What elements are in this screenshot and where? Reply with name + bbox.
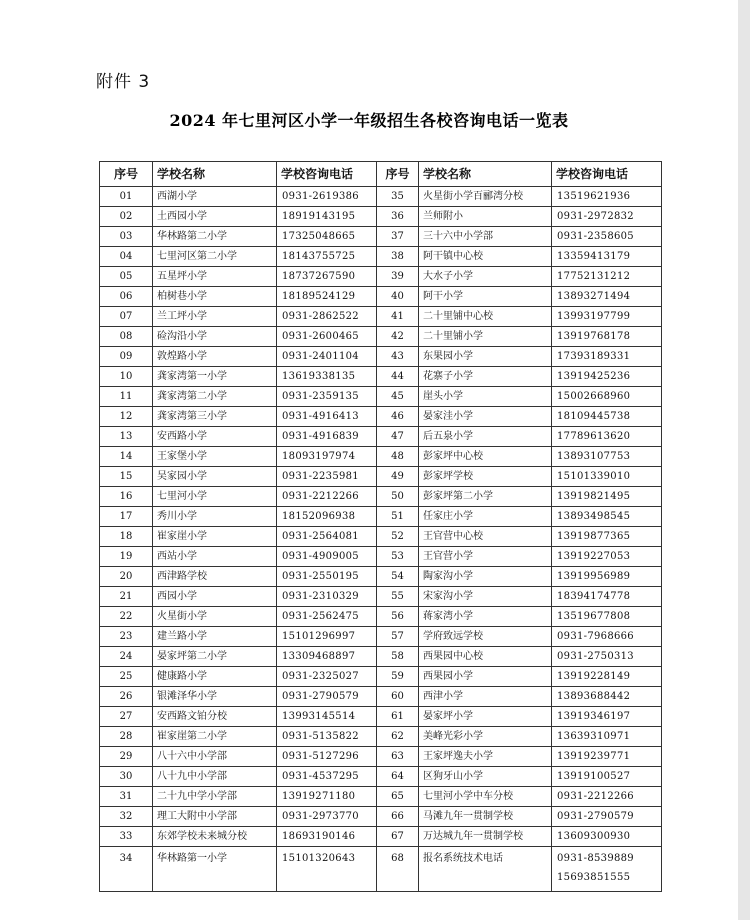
school-phone-line: 15693851555 <box>557 872 631 883</box>
school-name: 任家庄小学 <box>419 507 552 527</box>
school-name: 土西园小学 <box>153 207 277 227</box>
school-name: 西果园中心校 <box>419 647 552 667</box>
school-phone: 0931-2550195 <box>277 567 377 587</box>
row-number: 66 <box>377 807 419 827</box>
table-row <box>100 687 662 707</box>
header-no: 序号 <box>377 162 419 187</box>
school-phone: 0931-2790579 <box>277 687 377 707</box>
table-row <box>100 747 662 767</box>
school-phone-line: 0931-8539889 <box>557 853 634 864</box>
school-name: 华林路第一小学 <box>153 847 277 892</box>
row-number: 37 <box>377 227 419 247</box>
row-number: 07 <box>100 307 153 327</box>
school-phone: 18919143195 <box>277 207 377 227</box>
school-phone: 13919100527 <box>552 767 662 787</box>
table-row <box>100 567 662 587</box>
row-number: 62 <box>377 727 419 747</box>
row-number: 43 <box>377 347 419 367</box>
table-row <box>100 447 662 467</box>
school-name: 晏家洼小学 <box>419 407 552 427</box>
school-name: 东果园小学 <box>419 347 552 367</box>
row-number: 51 <box>377 507 419 527</box>
school-phone: 0931-5127296 <box>277 747 377 767</box>
school-phone: 18152096938 <box>277 507 377 527</box>
school-phone: 13519677808 <box>552 607 662 627</box>
school-phone: 15101296997 <box>277 627 377 647</box>
row-number: 36 <box>377 207 419 227</box>
row-number: 68 <box>377 847 419 892</box>
school-phone: 18693190146 <box>277 827 377 847</box>
row-number: 38 <box>377 247 419 267</box>
school-phone: 0931-7968666 <box>552 627 662 647</box>
row-number: 03 <box>100 227 153 247</box>
school-name: 宋家沟小学 <box>419 587 552 607</box>
school-name: 西果园小学 <box>419 667 552 687</box>
school-phone: 13919239771 <box>552 747 662 767</box>
row-number: 60 <box>377 687 419 707</box>
row-number: 26 <box>100 687 153 707</box>
viewer-edge <box>738 0 750 920</box>
school-name: 硷沟沿小学 <box>153 327 277 347</box>
school-name: 火星街小学百郦湾分校 <box>419 187 552 207</box>
school-name: 区狗牙山小学 <box>419 767 552 787</box>
row-number: 18 <box>100 527 153 547</box>
row-number: 63 <box>377 747 419 767</box>
row-number: 67 <box>377 827 419 847</box>
table-row <box>100 407 662 427</box>
school-phone: 0931-2562475 <box>277 607 377 627</box>
school-phone: 18737267590 <box>277 267 377 287</box>
school-phone <box>552 847 662 892</box>
school-name: 柏树巷小学 <box>153 287 277 307</box>
row-number: 50 <box>377 487 419 507</box>
school-phone: 13309468897 <box>277 647 377 667</box>
school-phone: 0931-2358605 <box>552 227 662 247</box>
school-phone: 0931-4916839 <box>277 427 377 447</box>
table-row <box>100 207 662 227</box>
school-phone: 0931-2972832 <box>552 207 662 227</box>
school-phone: 0931-4916413 <box>277 407 377 427</box>
row-number: 31 <box>100 787 153 807</box>
row-number: 21 <box>100 587 153 607</box>
row-number: 23 <box>100 627 153 647</box>
row-number: 13 <box>100 427 153 447</box>
school-name: 西站小学 <box>153 547 277 567</box>
school-name: 敦煌路小学 <box>153 347 277 367</box>
school-name: 报名系统技术电话 <box>419 847 552 892</box>
school-phone: 13993197799 <box>552 307 662 327</box>
table-row <box>100 187 662 207</box>
school-name: 晏家坪小学 <box>419 707 552 727</box>
table-row <box>100 327 662 347</box>
school-name: 崔家崖小学 <box>153 527 277 547</box>
school-phone: 0931-2212266 <box>277 487 377 507</box>
row-number: 29 <box>100 747 153 767</box>
school-phone: 13359413179 <box>552 247 662 267</box>
school-phone: 13919425236 <box>552 367 662 387</box>
school-name: 王官营中心校 <box>419 527 552 547</box>
school-name: 彭家坪第二小学 <box>419 487 552 507</box>
school-name: 健康路小学 <box>153 667 277 687</box>
row-number: 20 <box>100 567 153 587</box>
school-phone: 17789613620 <box>552 427 662 447</box>
school-phone: 18109445738 <box>552 407 662 427</box>
table-row <box>100 467 662 487</box>
school-phone: 0931-2790579 <box>552 807 662 827</box>
school-phone: 13919877365 <box>552 527 662 547</box>
table-row <box>100 647 662 667</box>
row-number: 39 <box>377 267 419 287</box>
row-number: 61 <box>377 707 419 727</box>
school-name: 学府致远学校 <box>419 627 552 647</box>
row-number: 58 <box>377 647 419 667</box>
table-row <box>100 667 662 687</box>
school-name: 七里河小学 <box>153 487 277 507</box>
row-number: 02 <box>100 207 153 227</box>
row-number: 53 <box>377 547 419 567</box>
header-phone: 学校咨询电话 <box>277 162 377 187</box>
school-phone: 13919271180 <box>277 787 377 807</box>
row-number: 11 <box>100 387 153 407</box>
row-number: 41 <box>377 307 419 327</box>
school-name: 三十六中小学部 <box>419 227 552 247</box>
row-number: 55 <box>377 587 419 607</box>
school-phone: 17393189331 <box>552 347 662 367</box>
school-name: 晏家坪第二小学 <box>153 647 277 667</box>
school-name: 彭家坪中心校 <box>419 447 552 467</box>
row-number: 65 <box>377 787 419 807</box>
school-phone: 0931-2862522 <box>277 307 377 327</box>
table-row <box>100 307 662 327</box>
school-phone: 17325048665 <box>277 227 377 247</box>
row-number: 01 <box>100 187 153 207</box>
school-phone: 0931-2619386 <box>277 187 377 207</box>
table-row <box>100 727 662 747</box>
row-number: 16 <box>100 487 153 507</box>
school-phone: 13893271494 <box>552 287 662 307</box>
school-name: 兰师附小 <box>419 207 552 227</box>
school-phone: 13919228149 <box>552 667 662 687</box>
school-name: 后五泉小学 <box>419 427 552 447</box>
table-row <box>100 787 662 807</box>
school-name: 火星街小学 <box>153 607 277 627</box>
table-row <box>100 507 662 527</box>
school-name: 陶家沟小学 <box>419 567 552 587</box>
row-number: 48 <box>377 447 419 467</box>
header-name: 学校名称 <box>419 162 552 187</box>
table-row <box>100 527 662 547</box>
row-number: 40 <box>377 287 419 307</box>
school-name: 大水子小学 <box>419 267 552 287</box>
school-phone: 13993145514 <box>277 707 377 727</box>
school-name: 秀川小学 <box>153 507 277 527</box>
row-number: 08 <box>100 327 153 347</box>
row-number: 56 <box>377 607 419 627</box>
school-name: 华林路第二小学 <box>153 227 277 247</box>
row-number: 35 <box>377 187 419 207</box>
school-phone: 18189524129 <box>277 287 377 307</box>
school-name: 七里河区第二小学 <box>153 247 277 267</box>
school-name: 兰工坪小学 <box>153 307 277 327</box>
school-name: 龚家湾第三小学 <box>153 407 277 427</box>
school-name: 二十里铺小学 <box>419 327 552 347</box>
school-phone: 13919768178 <box>552 327 662 347</box>
attachment-label: 附件 3 <box>96 72 151 92</box>
school-phone: 15002668960 <box>552 387 662 407</box>
row-number: 32 <box>100 807 153 827</box>
school-phone: 13893107753 <box>552 447 662 467</box>
school-name: 八十九中小学部 <box>153 767 277 787</box>
table-row <box>100 607 662 627</box>
school-phone: 18143755725 <box>277 247 377 267</box>
school-phone: 0931-2600465 <box>277 327 377 347</box>
school-phone: 13919956989 <box>552 567 662 587</box>
row-number: 30 <box>100 767 153 787</box>
header-no: 序号 <box>100 162 153 187</box>
school-name: 彭家坪学校 <box>419 467 552 487</box>
school-name: 理工大附中小学部 <box>153 807 277 827</box>
table-row <box>100 287 662 307</box>
row-number: 47 <box>377 427 419 447</box>
row-number: 27 <box>100 707 153 727</box>
school-phone: 13919346197 <box>552 707 662 727</box>
school-phone: 18093197974 <box>277 447 377 467</box>
header-name: 学校名称 <box>153 162 277 187</box>
row-number: 19 <box>100 547 153 567</box>
school-phone: 0931-4537295 <box>277 767 377 787</box>
school-name: 龚家湾第二小学 <box>153 387 277 407</box>
table-row <box>100 387 662 407</box>
school-phone: 13619338135 <box>277 367 377 387</box>
row-number: 49 <box>377 467 419 487</box>
school-phone: 15101339010 <box>552 467 662 487</box>
school-name: 王官营小学 <box>419 547 552 567</box>
school-name: 五星坪小学 <box>153 267 277 287</box>
school-name: 蒋家湾小学 <box>419 607 552 627</box>
table-row <box>100 827 662 847</box>
school-phone: 0931-5135822 <box>277 727 377 747</box>
school-phone: 0931-2973770 <box>277 807 377 827</box>
school-phone: 0931-2359135 <box>277 387 377 407</box>
table-row <box>100 707 662 727</box>
row-number: 09 <box>100 347 153 367</box>
school-name: 西园小学 <box>153 587 277 607</box>
school-name: 花寨子小学 <box>419 367 552 387</box>
row-number: 06 <box>100 287 153 307</box>
row-number: 15 <box>100 467 153 487</box>
school-name: 阿干小学 <box>419 287 552 307</box>
row-number: 44 <box>377 367 419 387</box>
document-title: 2024 年七里河区小学一年级招生各校咨询电话一览表 <box>169 111 569 130</box>
school-name: 安西路小学 <box>153 427 277 447</box>
school-phone: 0931-2401104 <box>277 347 377 367</box>
row-number: 14 <box>100 447 153 467</box>
row-number: 46 <box>377 407 419 427</box>
school-name: 西津路学校 <box>153 567 277 587</box>
school-phone: 17752131212 <box>552 267 662 287</box>
school-name: 美峰光彩小学 <box>419 727 552 747</box>
school-name: 二十里铺中心校 <box>419 307 552 327</box>
row-number: 28 <box>100 727 153 747</box>
school-phone: 0931-2310329 <box>277 587 377 607</box>
row-number: 04 <box>100 247 153 267</box>
school-phone-table <box>99 161 662 892</box>
school-phone: 0931-2212266 <box>552 787 662 807</box>
school-name: 西湖小学 <box>153 187 277 207</box>
school-name: 马滩九年一贯制学校 <box>419 807 552 827</box>
school-name: 龚家湾第一小学 <box>153 367 277 387</box>
table-row <box>100 767 662 787</box>
school-phone: 0931-2750313 <box>552 647 662 667</box>
table-row <box>100 227 662 247</box>
school-phone: 18394174778 <box>552 587 662 607</box>
row-number: 12 <box>100 407 153 427</box>
school-name: 崔家崖第二小学 <box>153 727 277 747</box>
school-phone: 15101320643 <box>277 847 377 892</box>
row-number: 22 <box>100 607 153 627</box>
school-name: 东郊学校未来城分校 <box>153 827 277 847</box>
row-number: 57 <box>377 627 419 647</box>
table-row <box>100 247 662 267</box>
school-name: 二十九中学小学部 <box>153 787 277 807</box>
school-phone: 13639310971 <box>552 727 662 747</box>
row-number: 54 <box>377 567 419 587</box>
school-name: 王家堡小学 <box>153 447 277 467</box>
school-phone: 13609300930 <box>552 827 662 847</box>
row-number: 24 <box>100 647 153 667</box>
table-row <box>100 267 662 287</box>
table-header-row <box>100 162 662 187</box>
table-row <box>100 587 662 607</box>
header-phone: 学校咨询电话 <box>552 162 662 187</box>
table-row <box>100 427 662 447</box>
school-name: 万达城九年一贯制学校 <box>419 827 552 847</box>
school-phone: 13893498545 <box>552 507 662 527</box>
school-phone: 13519621936 <box>552 187 662 207</box>
row-number: 05 <box>100 267 153 287</box>
school-phone: 0931-2325027 <box>277 667 377 687</box>
table-row <box>100 547 662 567</box>
school-phone: 0931-2235981 <box>277 467 377 487</box>
table-row <box>100 847 662 892</box>
school-name: 阿干镇中心校 <box>419 247 552 267</box>
row-number: 25 <box>100 667 153 687</box>
row-number: 52 <box>377 527 419 547</box>
school-phone: 13919227053 <box>552 547 662 567</box>
school-name: 安西路文铂分校 <box>153 707 277 727</box>
school-name: 八十六中小学部 <box>153 747 277 767</box>
school-name: 西津小学 <box>419 687 552 707</box>
row-number: 45 <box>377 387 419 407</box>
table-row <box>100 627 662 647</box>
row-number: 34 <box>100 847 153 892</box>
table-row <box>100 807 662 827</box>
school-phone: 0931-4909005 <box>277 547 377 567</box>
row-number: 17 <box>100 507 153 527</box>
table-row <box>100 487 662 507</box>
school-phone: 13893688442 <box>552 687 662 707</box>
row-number: 42 <box>377 327 419 347</box>
row-number: 64 <box>377 767 419 787</box>
row-number: 59 <box>377 667 419 687</box>
school-name: 建兰路小学 <box>153 627 277 647</box>
school-name: 吴家园小学 <box>153 467 277 487</box>
table-body <box>100 187 662 892</box>
school-name: 七里河小学中车分校 <box>419 787 552 807</box>
table-row <box>100 347 662 367</box>
row-number: 33 <box>100 827 153 847</box>
school-name: 崖头小学 <box>419 387 552 407</box>
school-phone: 0931-2564081 <box>277 527 377 547</box>
school-phone: 13919821495 <box>552 487 662 507</box>
row-number: 10 <box>100 367 153 387</box>
table-row <box>100 367 662 387</box>
school-name: 王家坪逸夫小学 <box>419 747 552 767</box>
school-name: 银滩泽华小学 <box>153 687 277 707</box>
